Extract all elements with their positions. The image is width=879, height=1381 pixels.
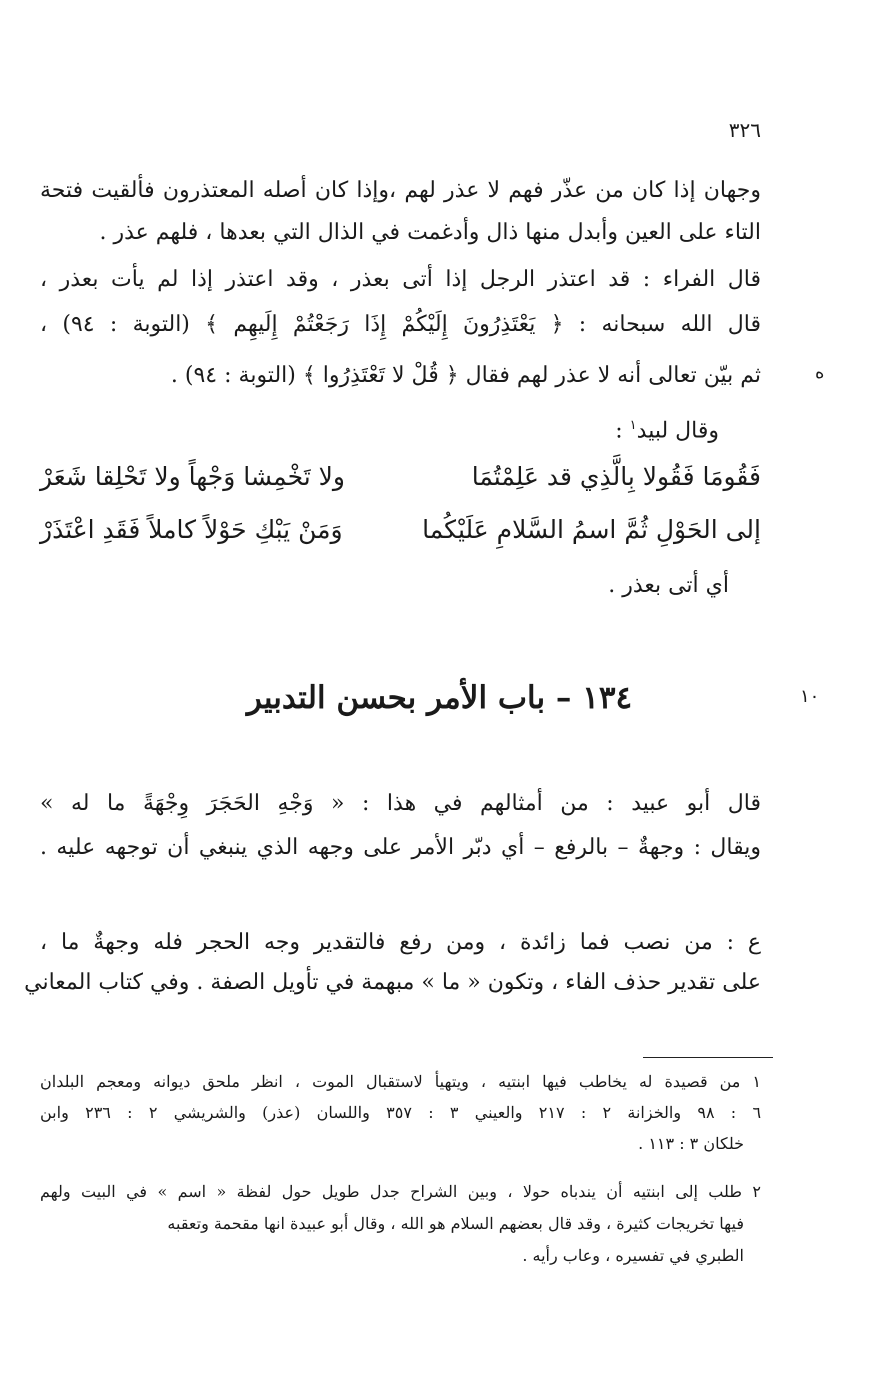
verse-hemistich: وَمَنْ يَبْكِ حَوْلاً كاملاً فَقَدِ اعْتَذَرْ bbox=[40, 515, 343, 544]
verse-intro-colon: : bbox=[615, 418, 623, 444]
verse-gloss: أي أتى بعذر . bbox=[608, 573, 729, 598]
verse-hemistich: إلى الحَوْلِ ثُمَّ اسمُ السَّلامِ عَلَيْكُما bbox=[422, 515, 761, 544]
body-line: قال الفراء : قد اعتذر الرجل إذا أتى بعذر ، وقد اعتذر إذا لم يأت بعذر ، bbox=[40, 267, 761, 292]
quran-quote-line: قال الله سبحانه : ﴿ يَعْتَذِرُونَ إِلَيْكُمْ إِذَا رَجَعْتُمْ إِلَيهِم ﴾ (التوبة : ٩٤) ، bbox=[40, 312, 761, 337]
body-line: ويقال : وجهةٌ – بالرفع – أي دبّر الأمر على وجهه الذي ينبغي أن توجهه عليه . bbox=[40, 835, 761, 860]
footnote-line: ١ من قصيدة له يخاطب فيها ابنتيه ، ويتهيأ لاستقبال الموت ، انظر ملحق ديوانه ومعجم البلدان bbox=[40, 1072, 761, 1091]
margin-mark: ه bbox=[815, 362, 825, 383]
footnote-line: الطبري في تفسيره ، وعاب رأيه . bbox=[522, 1246, 744, 1265]
verse-hemistich: فَقُومَا فَقُولا بِالَّذِي قد عَلِمْتُمَا bbox=[471, 462, 761, 491]
body-line: التاء على العين وأبدل منها ذال وأدغمت في الذال التي بعدها ، فلهم عذر . bbox=[99, 220, 761, 245]
body-line: ع : من نصب فما زائدة ، ومن رفع فالتقدير وجه الحجر فله وجهةٌ ما ، bbox=[40, 930, 761, 955]
footnote-ref: ١ bbox=[629, 418, 637, 433]
body-line: قال أبو عبيد : من أمثالهم في هذا : « وَجْهِ الحَجَرَ وِجْهَةً ما له » bbox=[40, 791, 761, 816]
footnote-line: فيها تخريجات كثيرة ، وقد قال بعضهم السلام هو الله ، وقال أبو عبيدة انها مقحمة وتعقبه bbox=[167, 1214, 744, 1233]
body-line: على تقدير حذف الفاء ، وتكون « ما » مبهمة في تأويل الصفة . وفي كتاب المعاني bbox=[24, 970, 761, 995]
verse-intro bbox=[615, 408, 719, 449]
footnote-line: خلكان ٣ : ١١٣ . bbox=[638, 1134, 744, 1153]
margin-mark: ١٠ bbox=[800, 686, 820, 707]
footnote-separator bbox=[643, 1057, 773, 1058]
footnote-line: ٢ طلب إلى ابنتيه أن يندباه حولا ، وبين الشراح جدل طويل حول لفظة « اسم » في البيت ولهم bbox=[40, 1182, 761, 1201]
body-line: وجهان إذا كان من عذّر فهم لا عذر لهم ،وإذا كان أصله المعتذرون فألقيت فتحة bbox=[40, 178, 761, 203]
quran-quote-line: ثم بيّن تعالى أنه لا عذر لهم فقال ﴿ قُلْ لا تَعْتَذِرُوا ﴾ (التوبة : ٩٤) . bbox=[170, 363, 761, 388]
verse-intro-text: وقال لبيد bbox=[636, 418, 719, 444]
page-number: ٣٢٦ bbox=[728, 118, 761, 142]
footnote-line: ٦ : ٩٨ والخزانة ٢ : ٢١٧ والعيني ٣ : ٣٥٧ واللسان (عذر) والشريشي ٢ : ٢٣٦ وابن bbox=[40, 1103, 762, 1122]
section-heading: ١٣٤ – باب الأمر بحسن التدبير bbox=[246, 680, 633, 716]
verse-hemistich: ولا تَخْمِشا وَجْهاً ولا تَحْلِقا شَعَرْ bbox=[40, 462, 345, 491]
